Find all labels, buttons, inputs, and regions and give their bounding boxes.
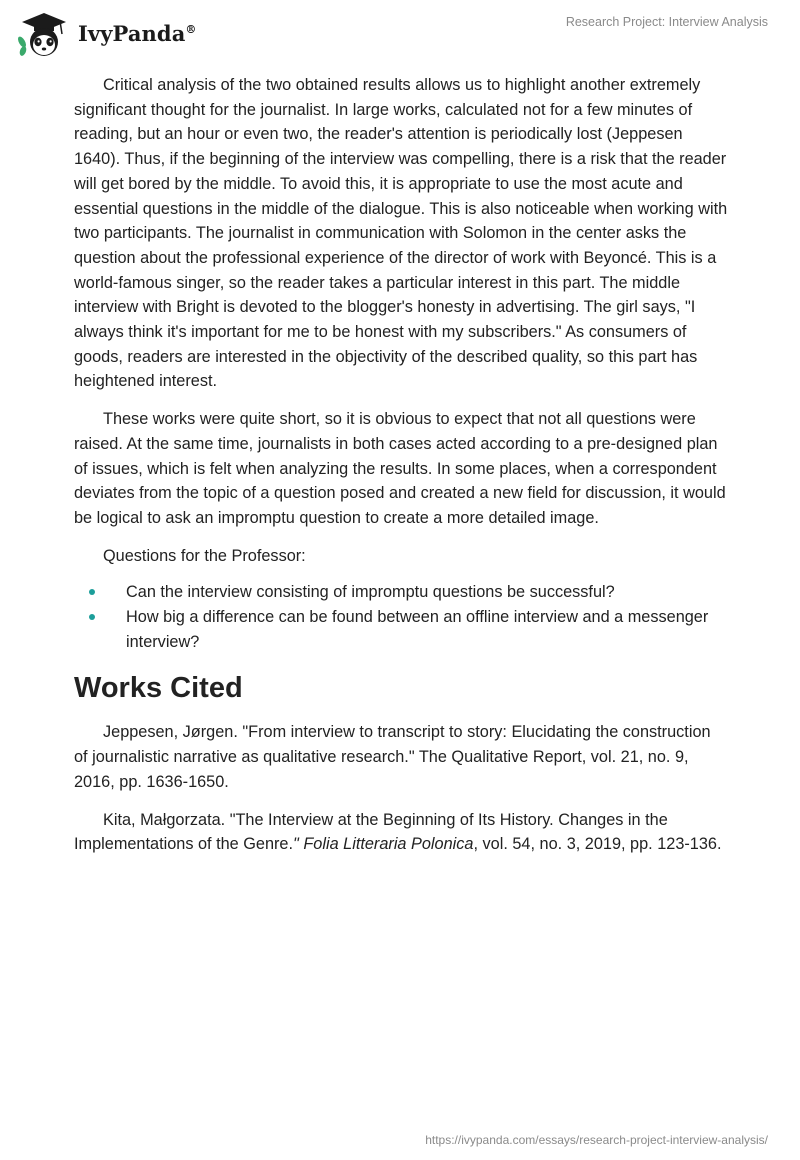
source-url[interactable]: https://ivypanda.com/essays/research-project-interview-analysis/ xyxy=(425,1133,768,1147)
citation-entry: Jeppesen, Jørgen. "From interview to transcript to story: Elucidating the construction of journalistic narrative as qualitative research." The Qualitative Report, vol. 21, no. 9, 2016, pp. 1636-1650. xyxy=(74,723,711,791)
body-paragraph: Critical analysis of the two obtained results allows us to highlight another extremely significant thought for the journalist. In large works, calculated not for a few minutes of reading, but an hour or even two, the reader's attention is periodically lost (Jeppesen 1640). Thus, if the beginning of the interview was compelling, there is a risk that the reader will get bored by the middle. To avoid this, it is appropriate to use the most acute and essential questions in the middle of the dialogue. This is also noticeable when working with two participants. The journalist in communication with Solomon in the center asks the question about the professional experience of the director of work with Beyoncé. This is a world-famous singer, so the reader takes a particular interest in this part. The middle interview with Bright is devoted to the blogger's honesty in advertising. The girl says, "I always think it's important for me to be honest with my subscribers." As consumers of goods, readers are interested in the objectivity of the described quality, so this part has heightened interest. xyxy=(74,76,728,391)
list-item xyxy=(126,580,728,605)
bullet-icon xyxy=(89,614,95,620)
essay-content xyxy=(74,73,728,857)
questions-list xyxy=(74,580,728,654)
list-item xyxy=(126,605,728,654)
question-text: Can the interview consisting of impromptu questions be successful? xyxy=(126,583,615,602)
brand-name: IvyPanda® xyxy=(78,20,197,46)
works-cited-heading: Works Cited xyxy=(74,672,243,705)
citation-text: , vol. 54, no. 3, 2019, pp. 123-136. xyxy=(473,835,722,854)
body-paragraph: These works were quite short, so it is obvious to expect that not all questions were raised. At the same time, journalists in both cases acted according to a pre-designed plan of issues, which is felt when analyzing the results. In some places, when a correspondent deviates from the topic of a question posed and created a new field for discussion, it would be logical to ask an impromptu question to create a more detailed image. xyxy=(74,410,726,527)
panda-graduate-icon xyxy=(16,10,72,58)
page-header xyxy=(0,0,800,70)
citation-entry xyxy=(74,808,728,857)
citation-quote: " xyxy=(293,835,299,854)
question-text: How big a difference can be found between an offline interview and a messenger interview? xyxy=(126,608,709,651)
document-title: Research Project: Interview Analysis xyxy=(565,15,768,29)
questions-intro: Questions for the Professor: xyxy=(103,546,306,565)
journal-title: Folia Litteraria Polonica xyxy=(303,835,474,854)
bullet-icon xyxy=(89,589,95,595)
ivypanda-logo[interactable] xyxy=(16,10,197,58)
citation-text: Kita, Małgorzata. "The Interview at the Beginning of Its History. Changes in the Implementations of the Genre. xyxy=(74,810,668,854)
